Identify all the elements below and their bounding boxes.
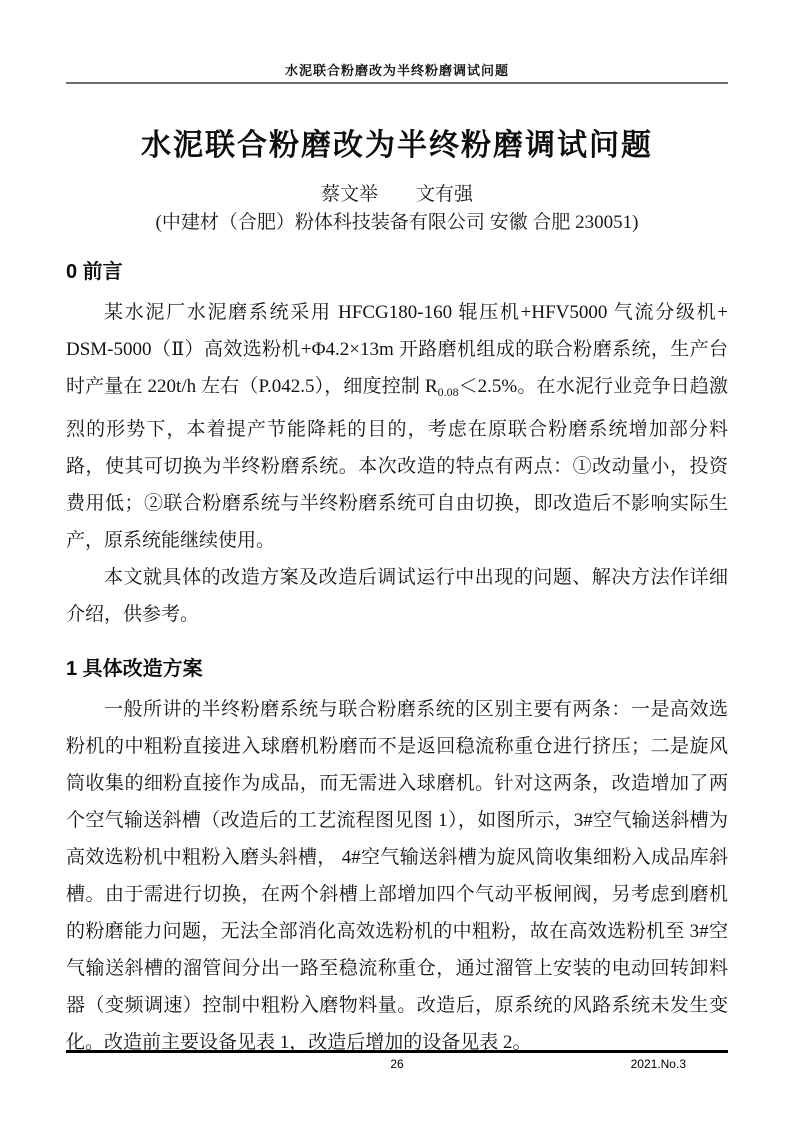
paragraph-text-before-subscript: 某水泥厂水泥磨系统采用 HFCG180-160 辊压机+HFV5000 气流分级机+ DSM-5000（Ⅱ）高效选粉机+Φ4.2×13m 开路磨机组成的联合粉磨系统，生产台时产量在 220t/h 左右（P.042.5），细度控制 R [66,302,728,397]
fineness-subscript: 0.08 [437,385,459,399]
section-1-paragraph-1: 一般所讲的半终粉磨系统与联合粉磨系统的区别主要有两条：一是高效选粉机的中粗粉直接进入球磨机粉磨而不是返回稳流称重仓进行挤压；二是旋风筒收集的细粉直接作为成品，而无需进入球磨机。针对这两条，改造增加了两个空气输送斜槽（改造后的工艺流程图见图 1），如图所示，3#空气输送斜槽为高效选粉机中粗粉入磨头斜槽， 4#空气输送斜槽为旋风筒收集细粉入成品库斜槽。由于需进行切换，在两个斜槽上部增加四个气动平板闸阀，另考虑到磨机的粉磨能力问题，无法全部消化高效选粉机的中粗粉，故在高效选粉机至 3#空气输送斜槽的溜管间分出一路至稳流称重仓，通过溜管上安装的电动回转卸料器（变频调速）控制中粗粉入磨物料量。改造后，原系统的风路系统未发生变化。改造前主要设备见表 1，改造后增加的设备见表 2。 [66,699,728,1053]
authors-line: 蔡文举 文有强 [320,184,473,205]
page-title: 水泥联合粉磨改为半终粉磨调试问题 [141,129,653,162]
section-1-heading: 1 具体改造方案 [66,658,203,680]
section-0-heading: 0 前言 [66,261,123,283]
section-0-paragraph-2: 本文就具体的改造方案及改造后调试运行中出现的问题、解决方法作详细介绍，供参考。 [66,567,728,625]
affiliation-line: (中建材（合肥）粉体科技装备有限公司 安徽 合肥 230051) [155,212,639,233]
footer-issue-label: 2021.No.3 [630,1057,686,1071]
running-head-title: 水泥联合粉磨改为半终粉磨调试问题 [66,0,728,84]
footer-page-number: 26 [390,1057,404,1071]
section-0-paragraph-1 [66,294,728,559]
footer-rule [66,1050,728,1077]
paragraph-text-after-subscript: ＜2.5%。在水泥行业竞争日趋激烈的形势下，本着提产节能降耗的目的，考虑在原联合粉磨系统增加部分料路，使其可切换为半终粉磨系统。本次改造的特点有两点：①改动量小，投资费用低；②联合粉磨系统与半终粉磨系统可自由切换，即改造后不影响实际生产，原系统能继续使用。 [66,376,728,551]
